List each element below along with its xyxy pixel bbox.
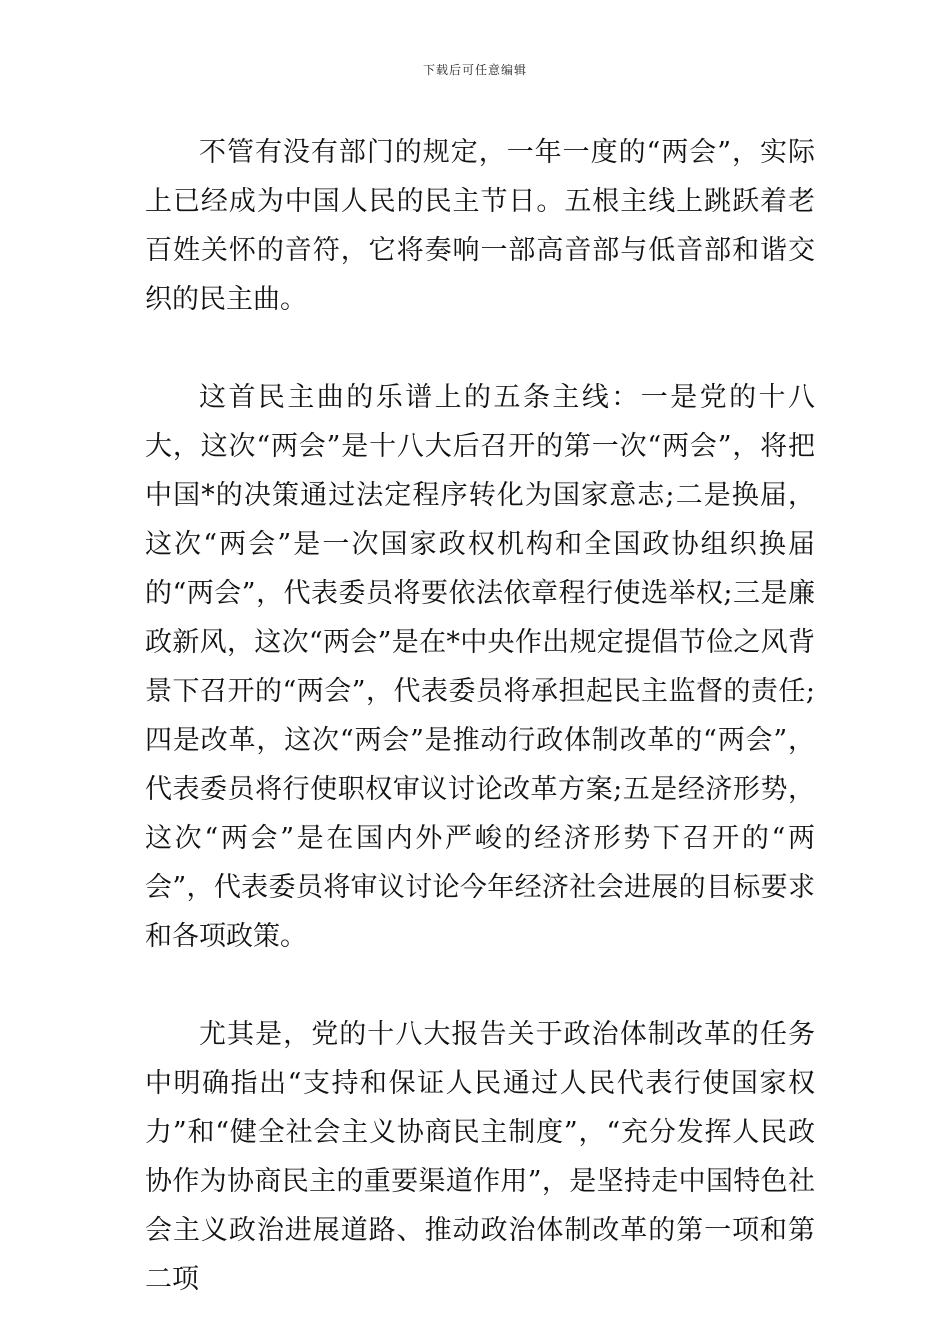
page-header-note: 下载后可任意编辑 [422, 63, 527, 77]
paragraph-1: 不管有没有部门的规定，一年一度的“两会”，实际上已经成为中国人民的民主节日。五根主线上跳跃着老百姓关怀的音符，它将奏响一部高音部与低音部和谐交织的民主曲。 [145, 137, 815, 315]
paragraph-3: 尤其是，党的十八大报告关于政治体制改革的任务中明确指出“支持和保证人民通过人民代表行使国家权力”和“健全社会主义协商民主制度”，“充分发挥人民政协作为协商民主的重要渠道作用”，是坚持走中国特色社会主义政治进展道路、推动政治体制改革的第一项和第二项 [145, 1019, 815, 1295]
document-body [145, 128, 815, 1304]
paragraph-2: 这首民主曲的乐谱上的五条主线：一是党的十八大，这次“两会”是十八大后召开的第一次“两会”，将把中国*的决策通过法定程序转化为国家意志;二是换届，这次“两会”是一次国家政权机构和全国政协组织换届的“两会”，代表委员将要依法依章程行使选举权;三是廉政新风，这次“两会”是在*中央作出规定提倡节俭之风背景下召开的“两会”，代表委员将承担起民主监督的责任;四是改革，这次“两会”是推动行政体制改革的“两会”，代表委员将行使职权审议讨论改革方案;五是经济形势，这次“两会”是在国内外严峻的经济形势下召开的“两会”，代表委员将审议讨论今年经济社会进展的目标要求和各项政策。 [145, 382, 815, 952]
